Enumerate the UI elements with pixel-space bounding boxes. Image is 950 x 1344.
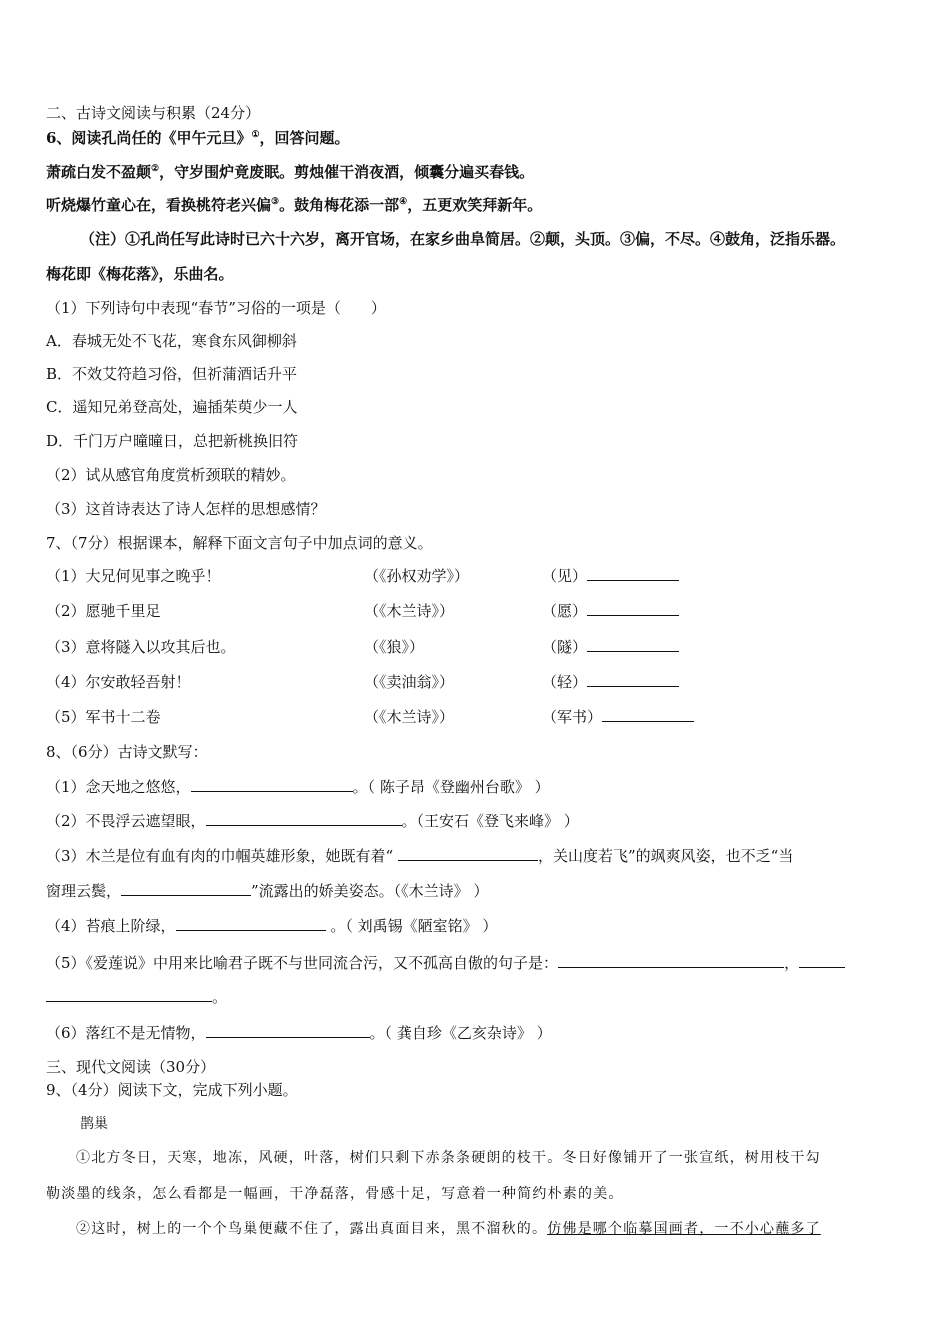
q8-heading: 8、（6分）古诗文默写： xyxy=(46,743,208,761)
q7-sentence: （4）尔安敢轻吾射！ xyxy=(46,673,191,691)
q6-intro-suffix: ，回答问题。 xyxy=(259,129,350,147)
answer-blank[interactable] xyxy=(587,566,679,581)
q7-sentence: （2）愿驰千里足 xyxy=(46,602,161,620)
q6-sub3: （3）这首诗表达了诗人怎样的思想感情？ xyxy=(46,500,326,518)
q7-source: （《木兰诗》） xyxy=(364,602,455,620)
section2-heading: 二、古诗文阅读与积累（24分） xyxy=(46,104,261,122)
option-a: A．春城无处不飞花，寒食东风御柳斜 xyxy=(46,332,297,350)
answer-blank[interactable] xyxy=(587,672,679,687)
q6-intro xyxy=(46,128,350,148)
note-line-2: 梅花即《梅花落》，乐曲名。 xyxy=(46,265,234,283)
answer-blank[interactable] xyxy=(191,777,353,792)
q8-item-6: （6）落红不是无情物， 。（ 龚自珍《乙亥杂诗》 ） xyxy=(46,1024,552,1042)
q8-item-1: （1）念天地之悠悠， 。（ 陈子昂《登幽州台歌》 ） xyxy=(46,778,550,796)
answer-blank[interactable] xyxy=(176,916,326,931)
q8-item-5: （5）《爱莲说》中用来比喻君子既不与世同流合污，又不孤高自傲的句子是： ， xyxy=(46,953,845,973)
q8-item-5-cont: 。 xyxy=(46,987,227,1007)
q7-heading: 7、（7分）根据课本，解释下面文言句子中加点词的意义。 xyxy=(46,534,433,552)
answer-blank[interactable] xyxy=(587,637,679,652)
answer-blank[interactable] xyxy=(602,707,694,722)
section3-heading: 三、现代文阅读（30分） xyxy=(46,1058,216,1076)
footnote-mark: ② xyxy=(151,164,160,174)
q8-item-4: （4）苔痕上阶绿， 。（ 刘禹锡《陋室铭》 ） xyxy=(46,917,498,935)
note-line-1: （注）①孔尚任写此诗时已六十六岁，离开官场，在家乡曲阜简居。②颠，头顶。③偏，不尽。④鼓角，泛指乐器。 xyxy=(80,230,846,248)
q7-row xyxy=(46,566,906,586)
option-c: C．遥知兄弟登高处，遍插茱萸少一人 xyxy=(46,398,298,416)
underlined-sentence: 仿佛是哪个临摹国画者，一不小心蘸多了 xyxy=(547,1221,821,1237)
q7-source: （《木兰诗》） xyxy=(364,708,455,726)
q8-item-2: （2）不畏浮云遮望眼， 。（王安石《登飞来峰》 ） xyxy=(46,812,579,830)
q7-source: （《狼》） xyxy=(364,638,425,656)
q7-word: （见） xyxy=(542,566,679,586)
option-d: D．千门万户曈曈日，总把新桃换旧符 xyxy=(46,432,299,450)
q7-word: （军书） xyxy=(542,707,694,727)
footnote-mark: ③ xyxy=(271,197,280,207)
footnote-mark: ① xyxy=(251,130,260,140)
q6-sub1: （1）下列诗句中表现“春节”习俗的一项是（ ） xyxy=(46,299,386,317)
answer-blank[interactable] xyxy=(206,811,402,826)
q7-row xyxy=(46,601,906,621)
q8-item-3: （3）木兰是位有血有肉的巾帼英雄形象，她既有着“ ，关山度若飞”的飒爽风姿，也不乏“当 xyxy=(46,847,794,865)
q9-heading: 9、（4分）阅读下文，完成下列小题。 xyxy=(46,1081,298,1099)
answer-blank[interactable] xyxy=(121,881,251,896)
para-2-line-1: ②这时，树上的一个个鸟巢便藏不住了，露出真面目来，黑不溜秋的。仿佛是哪个临摹国画者，一不小心蘸多了 xyxy=(76,1221,821,1237)
q6-sub2: （2）试从感官角度赏析颈联的精妙。 xyxy=(46,466,296,484)
answer-blank[interactable] xyxy=(46,987,212,1002)
q7-row xyxy=(46,637,906,657)
q7-sentence: （5）军书十二卷 xyxy=(46,708,161,726)
answer-blank[interactable] xyxy=(398,846,538,861)
q7-word: （愿） xyxy=(542,601,679,621)
q7-row xyxy=(46,672,906,692)
answer-blank[interactable] xyxy=(587,601,679,616)
q7-word: （隧） xyxy=(542,637,679,657)
footnote-mark: ④ xyxy=(399,197,408,207)
q8-item-3-cont: 窗理云鬓， ”流露出的娇美姿态。（《木兰诗》 ） xyxy=(46,882,489,900)
answer-blank[interactable] xyxy=(206,1023,370,1038)
q7-sentence: （3）意将隧入以攻其后也。 xyxy=(46,638,236,656)
q7-word: （轻） xyxy=(542,672,679,692)
q7-row xyxy=(46,707,906,727)
para-1-line-1: ①北方冬日，天寒，地冻，风硬，叶落，树们只剩下赤条条硬朗的枝干。冬日好像铺开了一张宣纸，树用枝干勾 xyxy=(76,1150,821,1166)
q6-intro-prefix: 6、阅读孔尚任的《甲午元旦》 xyxy=(46,129,252,147)
answer-blank[interactable] xyxy=(799,953,845,968)
q7-source: （《卖油翁》） xyxy=(364,673,455,691)
q7-source: （《孙权劝学》） xyxy=(364,567,470,585)
poem-line-2: 听烧爆竹童心在，看换桃符老兴偏③。鼓角梅花添一部④，五更欢笑拜新年。 xyxy=(46,196,543,214)
answer-blank[interactable] xyxy=(558,953,784,968)
q7-sentence: （1）大兄何见事之晚乎！ xyxy=(46,567,221,585)
option-b: B．不效艾符趋习俗，但祈蒲酒话升平 xyxy=(46,365,298,383)
article-title: 鹊巢 xyxy=(80,1116,108,1132)
para-1-line-2: 勒淡墨的线条，怎么看都是一幅画，干净磊落，骨感十足，写意着一种简约朴素的美。 xyxy=(46,1186,624,1202)
poem-line-1: 萧疏白发不盈颠②，守岁围炉竟废眠。剪烛催干消夜酒，倾囊分遍买春钱。 xyxy=(46,163,535,181)
